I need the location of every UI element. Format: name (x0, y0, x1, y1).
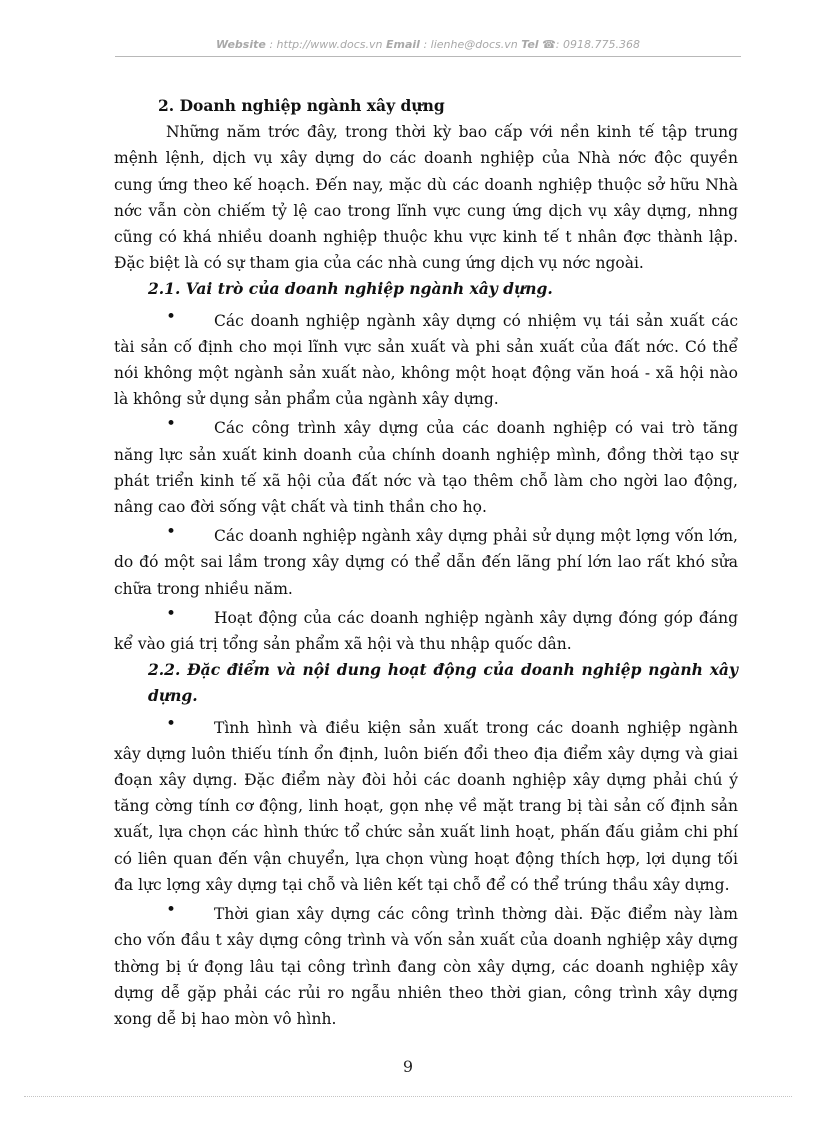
list-item (114, 715, 738, 898)
bullet-icon: • (166, 522, 177, 543)
website-label: Website (216, 38, 266, 51)
bullet-text: Các doanh nghiệp ngành xây dựng phải sử dụng một lợng vốn lớn, do đó một sai lầm trong xây dựng có thể dẫn đến lãng phí lớn lao rất khó sửa chữa trong nhiều năm. (114, 527, 738, 598)
bullet-text: Hoạt động của các doanh nghiệp ngành xây dựng đóng góp đáng kể vào giá trị tổng sản phẩm xã hội và thu nhập quốc dân. (114, 608, 738, 654)
bullet-icon: • (166, 414, 177, 435)
tel-label: Tel (521, 38, 539, 51)
bullet-icon: • (166, 603, 177, 624)
email-label: Email (386, 38, 420, 51)
list-item (114, 605, 738, 657)
bullet-icon: • (166, 713, 177, 734)
subsection-title-roles: 2.1. Vai trò của doanh nghiệp ngành xây dựng. (148, 279, 553, 299)
website-value: : http://www.docs.vn (269, 38, 383, 51)
phone-icon: ☎ (542, 38, 556, 51)
bullet-icon: • (166, 306, 177, 327)
list-item (114, 901, 738, 1032)
bullet-text: Các doanh nghiệp ngành xây dựng có nhiệm vụ tái sản xuất các tài sản cố định cho mọi lĩnh vực sản xuất và phi sản xuất của đất nớc. Có thể nói không một ngành sản xuất nào, không một hoạt động văn hoá - xã hội nào là không sử dụng sản phẩm của ngành xây dựng. (114, 311, 738, 409)
bullet-text: Thời gian xây dựng các công trình thờng dài. Đặc điểm này làm cho vốn đầu t xây dựng công trình và vốn sản xuất của doanh nghiệp xây dựng thờng bị ứ đọng lâu tại công trình đang còn xây dựng, các doanh nghiệp xây dựng dễ gặp phải các rủi ro ngẫu nhiên theo thời gian, công trình xây dựng xong dễ bị hao mòn vô hình. (114, 905, 738, 1028)
intro-paragraph: Những năm trớc đây, trong thời kỳ bao cấp với nền kinh tế tập trung mệnh lệnh, dịch vụ xây dựng do các doanh nghiệp của Nhà nớc độc quyền cung ứng theo kế hoạch. Đến nay, mặc dù các doanh nghiệp thuộc sở hữu Nhà nớc vẫn còn chiếm tỷ lệ cao trong lĩnh vực cung ứng dịch vụ xây dựng, nhng cũng có khá nhiều doanh nghiệp thuộc khu vực kinh tế t nhân đợc thành lập. Đặc biệt là có sự tham gia của các nhà cung ứng dịch vụ nớc ngoài. (114, 123, 738, 273)
bullet-text: Các công trình xây dựng của các doanh nghiệp có vai trò tăng năng lực sản xuất kinh doanh của chính doanh nghiệp mình, đồng thời tạo sự phát triển kinh tế xã hội của đất nớc và tạo thêm chỗ làm cho ngời lao động, nâng cao đời sống vật chất và tinh thần cho họ. (114, 419, 738, 517)
section-title: 2. Doanh nghiệp ngành xây dựng (158, 96, 445, 115)
tel-value: : 0918.775.368 (555, 38, 640, 51)
bullet-icon: • (166, 900, 177, 921)
list-item (114, 523, 738, 602)
bullet-text: Tình hình và điều kiện sản xuất trong các doanh nghiệp ngành xây dựng luôn thiếu tính ổn định, luôn biến đổi theo địa điểm xây dựng và giai đoạn xây dựng. Đặc điểm này đòi hỏi các doanh nghiệp xây dựng phải chú ý tăng cờng tính cơ động, linh hoạt, gọn nhẹ về mặt trang bị tài sản cố định sản xuất, lựa chọn các hình thức tổ chức sản xuất linh hoạt, phấn đấu giảm chi phí có liên quan đến vận chuyển, lựa chọn vùng hoạt động thích hợp, lợi dụng tối đa lực lợng xây dựng tại chỗ và liên kết tại chỗ để có thể trúng thầu xây dựng. (114, 718, 738, 894)
email-value: : lienhe@docs.vn (423, 38, 518, 51)
list-item (114, 308, 738, 413)
header-divider (115, 56, 741, 57)
document-body (114, 93, 738, 1032)
page-number: 9 (402, 1057, 414, 1076)
list-item (114, 415, 738, 520)
footer-divider (24, 1096, 792, 1097)
subsection-title-characteristics: 2.2. Đặc điểm và nội dung hoạt động của doanh nghiệp ngành xây dựng. (148, 660, 738, 706)
page-header (115, 38, 741, 51)
